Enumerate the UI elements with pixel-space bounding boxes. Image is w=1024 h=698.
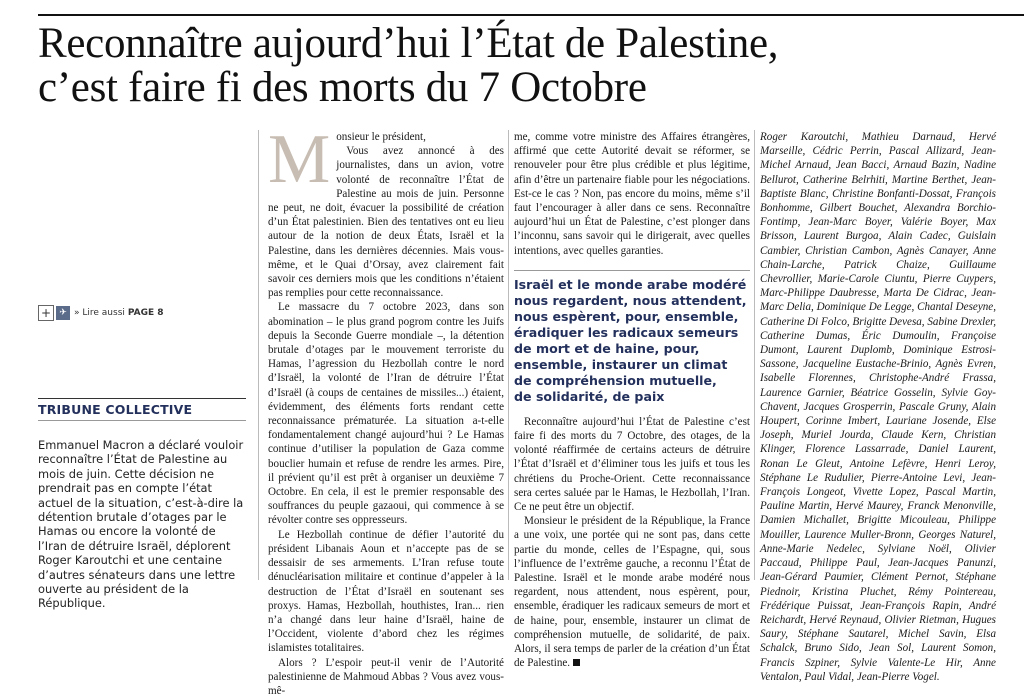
section-divider-top xyxy=(38,398,246,399)
closing-paragraph-text: Monsieur le président de la République, la France a une voix, une portée qui ne sont pas, dans cette partie du monde, celles de l’Espagne, qui, sous l’influence de l’extrême gauche, a reconnu l’État de Palestine. Israël et le monde arabe modéré nous regardent, nous attendent, nous espèrent, pour, ensemble, éradiquer les radicaux semeurs de mort et de haine, pour, ensemble, instaurer un climat de compréhension mutuelle, de solidarité, de paix. Alors, il sera temps de parler de la création d’un État de Palestine. xyxy=(514,515,750,670)
pull-quote-line: de compréhension mutuelle, xyxy=(514,372,717,388)
top-rule xyxy=(38,14,1024,16)
pull-quote-line: éradiquer les radicaux semeurs xyxy=(514,324,739,340)
pull-quote-line: de mort et de haine, pour, xyxy=(514,340,700,356)
lire-aussi-link[interactable] xyxy=(38,305,164,321)
lire-aussi-page: PAGE 8 xyxy=(127,308,164,318)
signatories-column xyxy=(760,130,996,684)
article-paragraph: Vous avez annoncé à des journalistes, dans un avion, votre volonté de reconnaître l’État de Palestine au mois de juin. Personne ne peut, ne doit, évacuer la possibilité de création d’un État palestinien. Bien des tentatives ont eu lieu autour de la notion de deux États, Israël et la Palestine, dans les dernières décennies. Mais vous-même, et le Quai d’Orsay, avez clairement fait savoir ces derniers mois que les conditions n’étaient pas remplies pour cette reconnaissance. xyxy=(268,145,504,300)
dove-icon: ✈ xyxy=(56,306,70,320)
section-label: TRIBUNE COLLECTIVE xyxy=(38,402,193,417)
article-standfirst: Emmanuel Macron a déclaré vouloir reconnaître l’État de Palestine au mois de juin. Cette décision ne prendrait pas en compte l’état actuel de la situation, c’est-à-dire la détention brutale d’otages par le Hamas ou encore la volonté de l’Iran de détruire Israël, déplorent Roger Karoutchi et une centaine d’autres sénateurs dans une lettre ouverte au président de la République. xyxy=(38,438,244,611)
plus-icon: + xyxy=(38,305,54,321)
page-title xyxy=(38,22,1018,110)
article-paragraph: Le Hezbollah continue de défier l’autorité du président Libanais Aoun et n’accepte pas de se dessaisir de ses armements. L’Iran refuse toute dénucléarisation militaire et continue d’appeler à la destruction de l’État d’Israël en soutenant ses proxys. Hamas, Hezbollah, houthistes, Iran... rien n’a changé dans leur haine d’Israël, haine de l’Occident, violente d’abord chez les régimes islamistes totalitaires. xyxy=(268,528,504,655)
article-paragraph: Le massacre du 7 octobre 2023, dans son abomination – le plus grand pogrom contre les Juifs depuis la Seconde Guerre mondiale –, la détention brutale d’otages par le mouvement terroriste du Hamas, l’agression du Hezbollah contre le nord d’Israël, la volonté de l’Iran de détruire l’État d’Israël (à coups de centaines de missiles...) étaient, évidemment, des éléments forts rendant cette reconnaissance prématurée. La situation a-t-elle fondamentalement changé aujourd’hui ? Le Hamas continue d’utiliser la population de Gaza comme bouclier humain et refuse de rendre les armes. Pire, il prévient qu’il est prêt à organiser un deuxième 7 Octobre. En cela, il est le premier responsable des souffrances du peuple gazaoui, qui commence à se révolter contre ses oppresseurs. xyxy=(268,301,504,527)
lire-aussi-label: » Lire aussi xyxy=(74,308,125,318)
pull-quote-line: nous regardent, nous attendent, xyxy=(514,292,747,308)
article-paragraph: onsieur le président, xyxy=(336,131,426,143)
column-divider xyxy=(508,130,509,580)
article-paragraph: Reconnaître aujourd’hui l’État de Palestine c’est faire fi des morts du 7 Octobre, des otages, de la volonté réaffirmée de certains acteurs de détruire l’État d’Israël et d’éliminer tous les juifs et tous les chrétiens du Proche-Orient. Cette reconnaissance sera certes saluée par le Hamas, le Hezbollah, l’Iran. Ce ne peut être un objectif. xyxy=(514,415,750,514)
article-column-1 xyxy=(268,121,504,698)
pull-quote-line: de solidarité, de paix xyxy=(514,388,665,404)
drop-cap: M xyxy=(268,121,331,198)
pull-quote-line: Israël et le monde arabe modéré xyxy=(514,276,747,292)
signatories-list: Roger Karoutchi, Mathieu Darnaud, Hervé Marseille, Cédric Perrin, Pascal Allizard, Jean-Michel Arnaud, Jean Bacci, Arnaud Bazin, Nadine Bellurot, Catherine Belrhiti, Martine Berthet, Jean-Baptiste Blanc, Christine Bonfanti-Dossat, François Bonhomme, Gilbert Bouchet, Alexandra Borchio-Fontimp, Jean-Marc Boyer, Valérie Boyer, Max Brisson, Laurent Burgoa, Alain Cadec, Guislain Cambier, Christian Cambon, Agnès Canayer, Anne Chain-Larche, Patrick Chaize, Guillaume Chevrollier, Marie-Carole Ciuntu, Pierre Cuypers, Marc-Philippe Daubresse, Marta De Cidrac, Jean-Marc Delia, Dominique De Legge, Chantal Deseyne, Catherine Di Folco, Brigitte Devesa, Sabine Drexler, Catherine Dumas, Éric Dumoulin, Françoise Dumont, Laurent Duplomb, Dominique Estrosi-Sassone, Jacqueline Eustache-Brinio, Agnès Evren, Isabelle Florennes, Christophe-André Frassa, Laurence Garnier, Béatrice Gosselin, Sylvie Goy-Chavent, Jacques Grosperrin, Pascale Gruny, Alain Houpert, Corinne Imbert, Lauriane Josende, Else Joseph, Muriel Jourda, Claude Kern, Christian Klinger, Florence Lassarrade, Daniel Laurent, Ronan Le Gleut, Antoine Lefèvre, Henri Leroy, Stéphane Le Rudulier, Pierre-Antoine Levi, Jean-François Longeot, Vivette Lopez, Pascal Martin, Pauline Martin, Hervé Maurey, Franck Menonville, Damien Michallet, Brigitte Micouleau, Philippe Mouiller, Laurence Muller-Bronn, Georges Naturel, Anne-Marie Nedelec, Sylviane Noël, Olivier Paccaud, Philippe Paul, Jean-Jacques Panunzi, Jean-Gérard Paumier, Clément Pernot, Stéphane Piednoir, Kristina Pluchet, Rémy Pointereau, Frédérique Puissat, Jean-François Rapin, André Reichardt, Hervé Reynaud, Olivier Rietman, Hugues Saury, Stéphane Sautarel, Michel Savin, Elsa Schalck, Bruno Sido, Jean Sol, Laurent Somon, Francis Szpiner, Sylvie Valente-Le Hir, Anne Ventalon, Paul Vidal, Jean-Pierre Vogel. xyxy=(760,131,996,683)
column-divider xyxy=(258,130,259,580)
article-paragraph: me, comme votre ministre des Affaires étrangères, affirmé que cette Autorité devait se réformer, se renouveler pour être plus crédible et plus légitime, afin d’être un partenaire fiable pour les négociations. Est-ce le cas ? Non, pas encore du moins, même s’il faut l’encourager à aller dans ce sens. Reconnaître aujourd’hui un État de Palestine, c’est plonger dans l’inconnu, sans savoir qui le dirigerait, avec quelles intentions, avec quelles garanties. xyxy=(514,131,750,257)
pull-quote xyxy=(514,270,750,405)
column-divider xyxy=(754,130,755,580)
pull-quote-line: nous espèrent, pour, ensemble, xyxy=(514,308,739,324)
pull-quote-line: ensemble, instaurer un climat xyxy=(514,356,728,372)
article-column-2 xyxy=(514,130,750,670)
article-paragraph xyxy=(514,514,750,670)
end-mark-icon xyxy=(573,659,580,666)
section-divider-bottom xyxy=(38,420,246,421)
headline-line-1: Reconnaître aujourd’hui l’État de Palestine, xyxy=(38,20,779,67)
headline-line-2: c’est faire fi des morts du 7 Octobre xyxy=(38,64,647,111)
article-paragraph: Alors ? L’espoir peut-il venir de l’Autorité palestinienne de Mahmoud Abbas ? Vous avez vous-mê- xyxy=(268,656,504,697)
